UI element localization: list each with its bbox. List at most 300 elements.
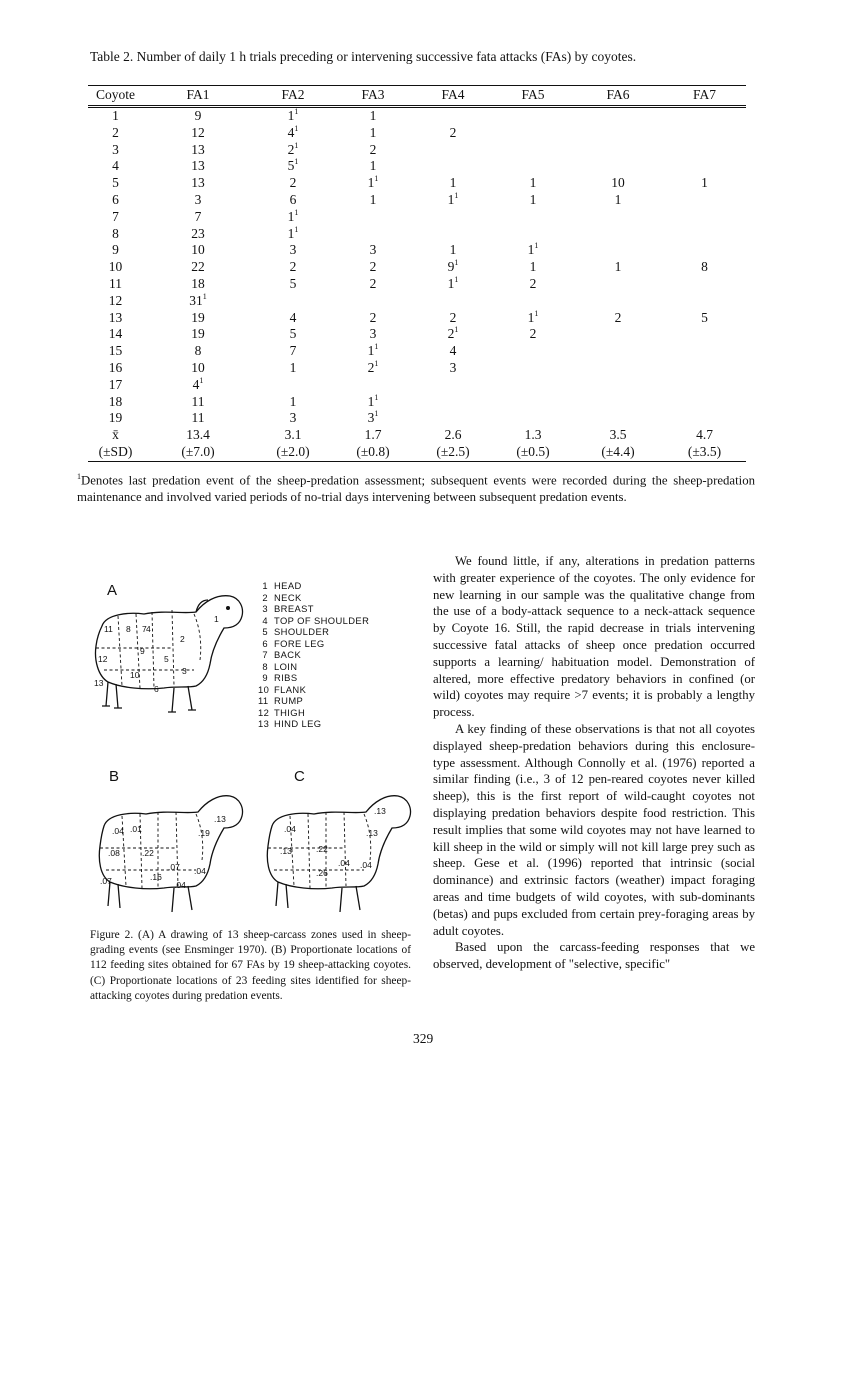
footnote-ref: 1 [374, 409, 379, 419]
table-cell [333, 377, 413, 394]
table-cell: 13 [191, 158, 205, 174]
table-cell [573, 394, 663, 411]
table-cell: 19 [108, 410, 123, 426]
table-cell [493, 360, 573, 377]
table-cell: 23 [191, 225, 205, 241]
table-cell: 1 [529, 175, 537, 191]
table-cell: 4 [112, 158, 119, 174]
column-header: FA4 [413, 86, 493, 107]
table-cell [663, 276, 746, 293]
proportion-label: .13 [366, 828, 378, 838]
table-cell: $3^1$ [367, 409, 379, 426]
table-cell: 8 [194, 343, 202, 359]
table-cell [573, 242, 663, 259]
table-caption: Table 2. Number of daily 1 h trials preceding or intervening successive fata attacks (FAs) by coyotes. [90, 49, 637, 64]
footnote-ref: 1 [454, 258, 459, 268]
table-cell: 3 [289, 410, 297, 426]
proportion-label: .22 [316, 844, 328, 854]
legend-number: 8 [262, 660, 268, 672]
footnote-ref: 1 [534, 308, 539, 318]
proportion-label: .04 [112, 826, 124, 836]
table-row [88, 444, 746, 461]
table-row [88, 242, 746, 259]
proportion-label: .08 [108, 848, 120, 858]
table-row [88, 192, 746, 209]
proportion-label: .04 [338, 858, 350, 868]
table-cell: 18 [191, 275, 205, 291]
table-cell: 13.4 [186, 427, 210, 443]
table-cell: 1 [112, 108, 119, 123]
legend-number: 12 [258, 706, 270, 718]
legend-label: TOP OF SHOULDER [274, 614, 370, 626]
table-cell: (±0.8) [333, 444, 413, 461]
table-cell [333, 226, 413, 243]
table-cell [573, 343, 663, 360]
table-cell: 3.1 [284, 427, 302, 443]
legend-label: RUMP [274, 695, 304, 706]
table-cell [493, 142, 573, 159]
table-cell [573, 142, 663, 159]
table-cell: 13 [191, 141, 205, 157]
legend-item [258, 661, 369, 673]
table-cell [663, 226, 746, 243]
legend-item [258, 695, 369, 707]
legend-number: 10 [258, 683, 270, 695]
table-row [88, 310, 746, 327]
legend-label: THIGH [274, 706, 306, 718]
table-cell: 1.3 [524, 427, 542, 443]
table-cell: 9 [194, 108, 202, 123]
table-row [88, 175, 746, 192]
body-paragraph: A key finding of these observations is that not all coyotes displayed sheep-predation behaviors during this enclosure-type assessment. Although Connolly et al. (1976) reported a similar finding (i.e., 3 of 12 pen-reared coyotes never killed sheep), this is the first report of wild-caught coyotes not displaying predation behaviors despite food restriction. This result implies that some wild coyotes may not have learned to kill sheep in the wild or simply will not kill large prey such as sheep. Gese et al. (1996) reported that intrinsic (social dominance) and extrinsic factors (weather) impact foraging areas and time budgets of wild coyotes, with sub-dominants (betas) and pups excluded from certain prey-foraging areas by adult coyotes. [433, 721, 755, 938]
table-row [88, 377, 746, 394]
legend-item [258, 684, 369, 696]
table-row [88, 226, 746, 243]
legend-label: FORE LEG [274, 637, 325, 649]
footnote-ref: 1 [294, 123, 299, 133]
table-cell: 3 [112, 141, 119, 157]
footnote-ref: 1 [454, 274, 459, 284]
table-cell: 12 [108, 292, 123, 308]
legend-number: 4 [262, 614, 268, 626]
legend-item [258, 626, 369, 638]
table-cell: 1.7 [364, 427, 382, 443]
panel-c-label: C [294, 768, 305, 785]
table-cell [663, 293, 746, 310]
table-row [88, 293, 746, 310]
footnote-ref: 1 [374, 174, 379, 184]
proportion-label: .19 [198, 828, 210, 838]
table-cell [663, 142, 746, 159]
table-cell [493, 410, 573, 427]
table-cell: 7 [194, 208, 202, 224]
sheep-drawing-b [96, 784, 246, 919]
table-cell [413, 410, 493, 427]
footnote-ref: 1 [294, 140, 299, 150]
legend-number: 6 [262, 637, 268, 649]
table-cell: 4.7 [696, 427, 713, 443]
table-cell: 13 [191, 175, 205, 191]
table-cell: 5 [701, 309, 708, 325]
table-cell [413, 107, 493, 125]
zone-label: 2 [180, 634, 185, 644]
table-cell: 1 [289, 359, 297, 375]
table-cell: $4^1$ [192, 375, 204, 392]
table-cell: $1^1$ [447, 274, 459, 291]
table-cell [493, 209, 573, 226]
table-cell: 11 [109, 275, 122, 291]
table-cell: 2 [369, 141, 377, 157]
table-row [88, 259, 746, 276]
table-row [88, 427, 746, 444]
sheep-drawing-a [84, 588, 254, 723]
panel-b-label: B [109, 768, 120, 785]
table-cell: 1 [529, 259, 537, 275]
table-cell [573, 276, 663, 293]
table-cell [413, 226, 493, 243]
legend-item [258, 615, 369, 627]
table-cell: 10 [611, 175, 625, 191]
table-cell: $1^1$ [367, 392, 379, 409]
legend-label: SHOULDER [274, 626, 330, 637]
table-cell: 19 [191, 326, 205, 342]
column-header: FA1 [143, 86, 253, 107]
table-cell: 16 [108, 359, 123, 375]
legend-item [258, 672, 369, 684]
footnote-ref: 1 [374, 342, 379, 352]
legend-number: 9 [262, 672, 268, 683]
legend-label: BREAST [274, 603, 314, 614]
table-cell [663, 192, 746, 209]
legend-item [258, 580, 369, 592]
legend-number: 11 [258, 695, 269, 706]
table-cell: 2 [529, 275, 537, 291]
table-cell: 7 [112, 208, 119, 224]
legend-label: NECK [274, 591, 302, 603]
table-cell [573, 410, 663, 427]
zone-label: 1 [214, 614, 219, 624]
table-cell: $1^1$ [287, 107, 299, 123]
table-cell [663, 410, 746, 427]
table-cell: 5 [289, 326, 297, 342]
footnote-ref: 1 [199, 375, 204, 385]
table-cell: 1 [369, 191, 377, 207]
table-cell: 2 [112, 124, 119, 140]
proportion-label: .07 [168, 862, 180, 872]
table-cell: 1 [369, 158, 377, 174]
table-cell: 1 [449, 175, 457, 191]
legend-number: 7 [262, 649, 268, 660]
table-cell: 2 [289, 175, 297, 191]
table-cell [493, 158, 573, 175]
table-cell [573, 326, 663, 343]
footnote-ref: 1 [454, 325, 459, 335]
table-cell [573, 226, 663, 243]
table-cell [413, 142, 493, 159]
table-cell [413, 293, 493, 310]
zone-label: 13 [94, 678, 104, 688]
table-cell: $9^1$ [447, 258, 459, 275]
column-header: FA6 [573, 86, 663, 107]
table-cell: 5 [112, 175, 119, 191]
zone-label: 10 [130, 670, 140, 680]
table-cell: 19 [191, 309, 205, 325]
table-cell: 2 [369, 275, 377, 291]
column-header: FA3 [333, 86, 413, 107]
table-cell [663, 360, 746, 377]
table-cell: 18 [108, 393, 123, 409]
legend-number: 3 [262, 603, 268, 614]
table-cell [663, 125, 746, 142]
table-cell [663, 107, 746, 125]
table-cell: (±4.4) [573, 444, 663, 461]
table-cell: (±7.0) [143, 444, 253, 461]
table-cell: $1^1$ [367, 174, 379, 191]
table-cell: $4^1$ [287, 123, 299, 140]
table-cell: 1 [289, 393, 297, 409]
table-header-row [88, 86, 746, 107]
column-header: FA7 [663, 86, 746, 107]
table-cell: 4 [449, 343, 457, 359]
table-row [88, 142, 746, 159]
column-header: Coyote [88, 86, 143, 107]
table-row [88, 107, 746, 125]
table-cell: 4 [289, 309, 297, 325]
proportion-label: .04 [174, 880, 186, 890]
footnote-ref: 1 [294, 224, 299, 234]
table-cell: 10 [191, 359, 205, 375]
footnote-ref: 1 [374, 392, 379, 402]
footnote-ref: 1 [202, 291, 207, 301]
proportion-label: .13 [374, 806, 386, 816]
proportion-label: .13 [280, 846, 292, 856]
legend-label: HIND LEG [274, 718, 322, 729]
table-row [88, 343, 746, 360]
table-cell [573, 360, 663, 377]
data-table [88, 85, 746, 462]
table-cell: $1^1$ [287, 224, 299, 241]
table-cell [573, 158, 663, 175]
table-cell: $5^1$ [287, 157, 299, 174]
table-cell [663, 394, 746, 411]
table-cell: $1^1$ [527, 308, 539, 325]
table-cell: (±2.5) [413, 444, 493, 461]
table-cell: 1 [614, 191, 622, 207]
legend-item [258, 592, 369, 604]
zone-label: 6 [154, 684, 159, 694]
sheep-drawing-c [264, 784, 414, 919]
table-cell: $1^1$ [367, 342, 379, 359]
table-footnote [77, 468, 755, 506]
table-cell: 2 [449, 124, 457, 140]
table-cell [573, 293, 663, 310]
table-cell: (±2.0) [253, 444, 333, 461]
table-cell: $1^1$ [287, 207, 299, 224]
table-cell: 8 [701, 259, 708, 275]
table-cell: 10 [191, 242, 205, 258]
table-row [88, 125, 746, 142]
table-cell [493, 293, 573, 310]
table-cell [413, 377, 493, 394]
proportion-label: .01 [130, 824, 142, 834]
table-cell [253, 377, 333, 394]
table-cell: 2 [449, 309, 457, 325]
table-cell [663, 209, 746, 226]
legend-number: 13 [258, 718, 270, 729]
table-cell: 3 [289, 242, 297, 258]
proportion-label: .13 [214, 814, 226, 824]
footnote-ref: 1 [374, 358, 379, 368]
zone-label: 9 [140, 646, 145, 656]
table-cell: 6 [289, 191, 297, 207]
zone-label: 8 [126, 624, 131, 634]
table-row [88, 158, 746, 175]
table-cell: 22 [191, 259, 205, 275]
table-cell [663, 343, 746, 360]
table-row [88, 276, 746, 293]
table-cell: x̄ [112, 427, 119, 443]
legend-number: 1 [262, 580, 268, 591]
zone-label: 11 [104, 624, 113, 634]
proportion-label: .16 [150, 872, 162, 882]
table-cell: 11 [191, 410, 205, 426]
table-cell [573, 209, 663, 226]
body-text [433, 553, 755, 973]
legend-label: RIBS [274, 672, 298, 683]
table-cell: 3 [449, 359, 457, 375]
table-cell [253, 293, 333, 310]
table-cell: $2^1$ [447, 325, 459, 342]
legend-item [258, 638, 369, 650]
table-cell: (±3.5) [663, 444, 746, 461]
table-cell: 2 [369, 259, 377, 275]
table-cell [493, 377, 573, 394]
table-cell: 2 [614, 309, 622, 325]
table-cell: 10 [108, 259, 123, 275]
footnote-mark: 1 [77, 472, 81, 481]
legend-number: 5 [262, 626, 268, 637]
table-cell [573, 107, 663, 125]
table-cell [493, 107, 573, 125]
legend-item [258, 603, 369, 615]
table-cell: $2^1$ [287, 140, 299, 157]
zone-label: 4 [146, 624, 151, 634]
table-row [88, 394, 746, 411]
table-cell: 14 [108, 326, 123, 342]
legend-label: BACK [274, 649, 302, 660]
table-cell: 9 [112, 242, 119, 258]
table-cell: 1 [529, 191, 537, 207]
panel-a-label: A [107, 582, 118, 599]
table-cell [663, 377, 746, 394]
page-number: 329 [413, 1031, 434, 1046]
table-cell: 3.5 [609, 427, 627, 443]
legend-label: LOIN [274, 660, 298, 672]
zone-label: 12 [98, 654, 108, 664]
proportion-label: .04 [360, 860, 372, 870]
table-cell: 3 [369, 326, 377, 342]
table-cell: $2^1$ [367, 358, 379, 375]
table-cell: 2 [369, 309, 377, 325]
footnote-ref: 1 [454, 190, 459, 200]
legend-item [258, 718, 369, 730]
legend-label: FLANK [274, 683, 307, 695]
legend-label: HEAD [274, 580, 302, 591]
table-cell [493, 125, 573, 142]
body-paragraph: We found little, if any, alterations in predation patterns with greater experience of the coyotes. The only evidence for new learning in our sample was the qualitative change from the use of a body-attack sequence to a neck-attack sequence by Coyote 16. Still, the rapid decrease in trials intervening successive fatal attacks of sheep once predation occurred supports a learning/ habituation model. Demonstration of altered, more effective predatory behaviors in confined (or wild) coyotes may require >7 events; it is probably a lengthy process. [433, 554, 755, 720]
zone-label: 5 [164, 654, 169, 664]
table-cell [573, 377, 663, 394]
table-cell: 15 [108, 343, 123, 359]
legend-number: 2 [262, 591, 268, 603]
table-cell: 1 [369, 108, 377, 123]
table-body [88, 107, 746, 462]
table-cell: 11 [191, 393, 205, 409]
table-cell: 1 [614, 259, 622, 275]
footnote-ref: 1 [294, 107, 299, 116]
table-cell: 17 [108, 376, 123, 392]
table-cell: 1 [369, 124, 377, 140]
table-cell: 13 [108, 309, 123, 325]
table-row [88, 326, 746, 343]
table-cell: $31^1$ [189, 291, 207, 308]
zone-legend [258, 580, 369, 730]
table-cell: 7 [289, 343, 297, 359]
table-cell: 2 [529, 326, 537, 342]
proportion-label: .26 [316, 868, 328, 878]
table-cell [493, 394, 573, 411]
table-row [88, 410, 746, 427]
column-header: FA2 [253, 86, 333, 107]
table-cell: 1 [449, 242, 457, 258]
table-cell: 5 [289, 275, 297, 291]
table-cell [663, 242, 746, 259]
table-cell: 3 [194, 191, 202, 207]
table-cell: $1^1$ [447, 190, 459, 207]
table-row [88, 209, 746, 226]
table-cell [413, 394, 493, 411]
table-cell [333, 293, 413, 310]
table-cell: 12 [191, 124, 205, 140]
table-cell [493, 343, 573, 360]
table-row [88, 360, 746, 377]
table-cell [663, 158, 746, 175]
figure-caption: Figure 2. (A) A drawing of 13 sheep-carcass zones used in sheep-grading events (see Ensminger 1970). (B) Proportionate locations of 112 feeding sites obtained for 67 FAs by 19 sheep-attacking coyotes. (C) Proportionate locations of 23 feeding sites identified for sheep-attacking coyotes during predation events. [90, 929, 411, 1002]
table-cell [413, 209, 493, 226]
table-cell: 8 [112, 225, 119, 241]
table-cell [573, 125, 663, 142]
table-cell: (±SD) [88, 444, 143, 461]
table-cell: $1^1$ [527, 241, 539, 258]
table-cell: 2.6 [444, 427, 462, 443]
proportion-label: .04 [194, 866, 206, 876]
table-cell: 6 [112, 191, 119, 207]
footnote-ref: 1 [294, 207, 299, 217]
proportion-label: .07 [100, 876, 112, 886]
table-cell [663, 326, 746, 343]
column-header: FA5 [493, 86, 573, 107]
table-cell: 2 [289, 259, 297, 275]
table-cell [333, 209, 413, 226]
table-cell: 3 [369, 242, 377, 258]
footnote-text: Denotes last predation event of the sheep-predation assessment; subsequent events were recorded during the sheep-predation maintenance and involved varied periods of no-trial days intervening between subsequent predation events. [77, 473, 755, 505]
footnote-ref: 1 [534, 241, 539, 251]
body-paragraph: Based upon the carcass-feeding responses that we observed, development of "selective, specific" [433, 940, 755, 972]
zone-label: 3 [182, 666, 187, 676]
table-cell: 1 [701, 175, 708, 191]
legend-item [258, 707, 369, 719]
proportion-label: .04 [284, 824, 296, 834]
